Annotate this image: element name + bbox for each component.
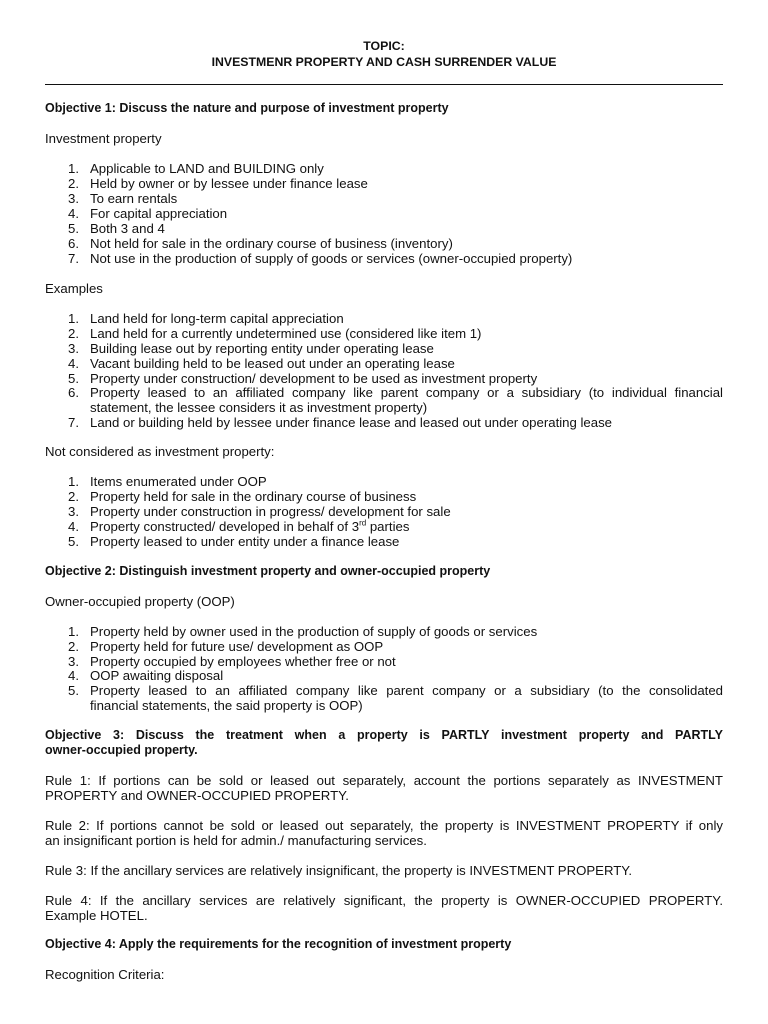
rule-2-text-cont: an insignificant portion is held for admin./ manufacturing services. bbox=[45, 833, 427, 848]
rule-4-text-cont: Example HOTEL. bbox=[45, 908, 148, 923]
title-divider bbox=[45, 84, 723, 85]
objective-3-heading: Objective 3: Discuss the treatment when a property is PARTLY investment property and PARTLY bbox=[45, 728, 723, 742]
rule-3-text: Rule 3: If the ancillary services are relatively insignificant, the property is INVESTMENT PROPERTY. bbox=[45, 863, 633, 878]
rule-1-text: Rule 1: If portions can be sold or leased out separately, account the portions separately as INVESTMENT bbox=[45, 773, 723, 788]
rule-4-text: Rule 4: If the ancillary services are relatively significant, the property is OWNER-OCCUPIED PROPERTY. bbox=[45, 893, 723, 908]
not-considered-label: Not considered as investment property: bbox=[45, 444, 275, 459]
objective-2-heading: Objective 2: Distinguish investment property and owner-occupied property bbox=[45, 564, 491, 578]
investment-property-label: Investment property bbox=[45, 131, 162, 146]
document-title: INVESTMENR PROPERTY AND CASH SURRENDER VALUE bbox=[211, 55, 557, 69]
objective-4-heading: Objective 4: Apply the requirements for the recognition of investment property bbox=[45, 937, 512, 951]
document-page: TOPIC: INVESTMENR PROPERTY AND CASH SURRENDER VALUE Objective 1: Discuss the nature and purpose of investment property Investment property 1. Applicable to LAND and BUILDING only 2. Held by owner or by lessee under finance lease 3. To earn rentals 4. For capital appreciation 5. Both 3 and 4 6. Not held for sale in the ordinary course of business (inventory) 7. Not use in the production of supply of goods or services (owner-occupied property) Examples 1. Land held for long-term capital appreciation 2. Land held for a currently undetermined use (considered like item 1) 3. Building lease out by reporting entity under operating lease 4. Vacant building held to be leased out under an operating lease 5. Property under construction/ development to be used as investment property 6. Property leased to an affiliated company like parent company or a subsidiary (to individual financial statement, the lessee considers it as investment property) 7. Land or building held by lessee under finance lease and leased out under operating lease Not considered as investment property: 1. Items enumerated under OOP 2. Property held for sale in the ordinary course of business 3. Property under construction in progress/ development for sale 4. Property constructed/ developed in behalf of 3rd parties 5. Property leased to under entity under a finance lease Objective 2: Distinguish investment property and owner-occupied property Owner-occupied property (OOP) 1. Property held by owner used in the production of supply of goods or services 2. Property held for future use/ development as OOP 3. Property occupied by employees whether free or not 4. OOP awaiting disposal 5. Property leased to an affiliated company like parent company or a subsidiary (to the consolidated financial statements, the said property is OOP) Objective 3: Discuss the treatment when a property is PARTLY investment property and PARTLY owner-occupied property. Rule 1: If portions can be sold or leased out separately, account the portions separately as INVESTMENT PROPERTY and OWNER-OCCUPIED PROPERTY. Rule 2: If portions cannot be sold or leased out separately, the property is INVESTMENT PROPERTY if only an insignificant portion is held for admin./ manufacturing services. Rule 3: If the ancillary services are relatively insignificant, the property is INVESTMENT PROPERTY. Rule 4: If the ancillary services are relatively significant, the property is OWNER-OCCUPIED PROPERTY. Example HOTEL. Objective 4: Apply the requirements for the recognition of investment property Recognition Criteria: bbox=[0, 0, 768, 1024]
recognition-criteria-label: Recognition Criteria: bbox=[45, 967, 165, 982]
examples-label: Examples bbox=[45, 281, 103, 296]
rule-2-text: Rule 2: If portions cannot be sold or leased out separately, the property is INVESTMENT PROPERTY if only bbox=[45, 818, 723, 833]
objective-1-heading: Objective 1: Discuss the nature and purpose of investment property bbox=[45, 101, 449, 115]
objective-3-heading-cont: owner-occupied property. bbox=[45, 743, 198, 757]
rule-1-text-cont: PROPERTY and OWNER-OCCUPIED PROPERTY. bbox=[45, 788, 349, 803]
oop-label: Owner-occupied property (OOP) bbox=[45, 594, 235, 609]
topic-label: TOPIC: bbox=[363, 39, 405, 53]
